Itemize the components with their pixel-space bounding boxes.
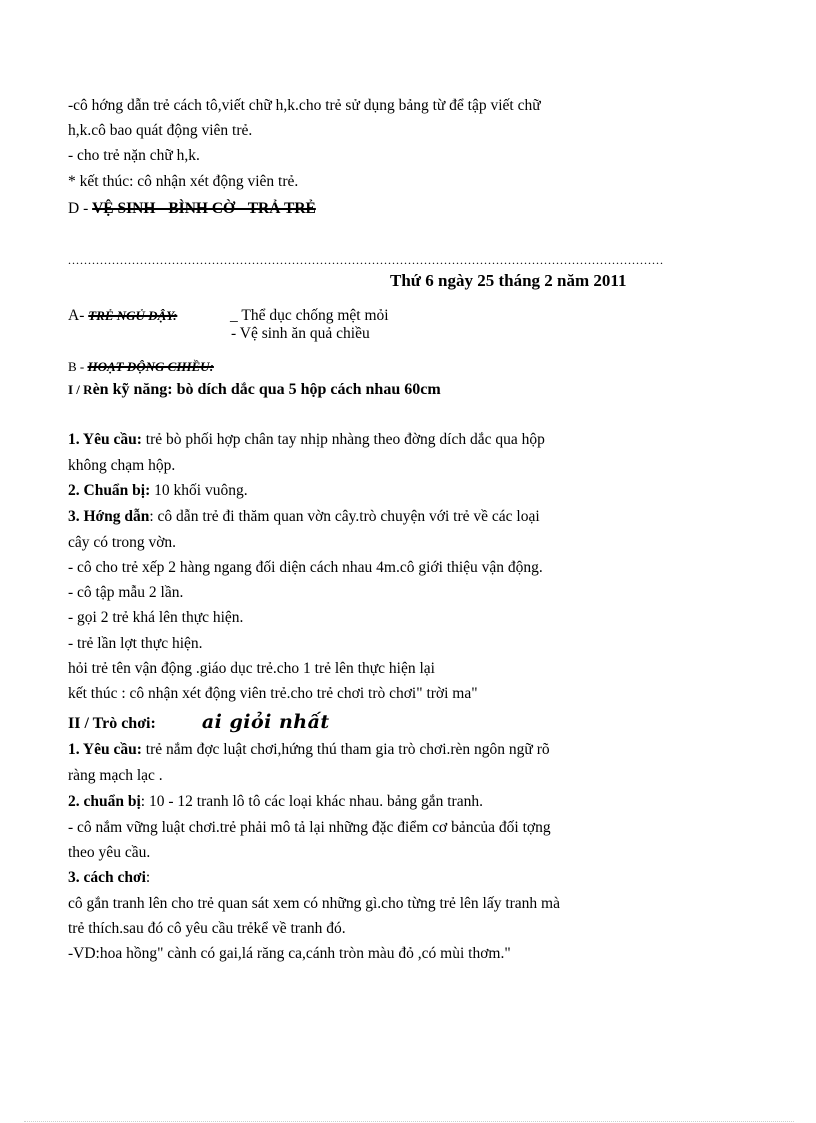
text-line: - cho trẻ nặn chữ h,k. — [68, 147, 200, 164]
text-line: ràng mạch lạc . — [68, 767, 163, 784]
section-a-item: _ Thể dục chống mệt mỏi — [230, 307, 389, 324]
text-line: cô gắn tranh lên cho trẻ quan sát xem có những gì.cho từng trẻ lên lấy tranh mà — [68, 895, 560, 912]
guidance-label: 3. Hớng dẫn — [68, 508, 150, 525]
text-line: - cô cho trẻ xếp 2 hàng ngang đối diện cách nhau 4m.cô giới thiệu vận động. — [68, 559, 543, 576]
preparation-label: 2. Chuẩn bị: — [68, 482, 151, 499]
section-i-heading — [68, 380, 441, 400]
text-line: theo yêu cầu. — [68, 844, 151, 861]
preparation-line — [68, 481, 248, 501]
page-bottom-border — [24, 1121, 794, 1122]
text-line: hỏi trẻ tên vận động .giáo dục trẻ.cho 1 trẻ lên thực hiện lại — [68, 660, 435, 677]
text-line: -cô hớng dẫn trẻ cách tô,viết chữ h,k.cho trẻ sử dụng bảng từ để tập viết chữ — [68, 97, 541, 114]
text-line: - trẻ lần lợt thực hiện. — [68, 635, 203, 652]
section-d-prefix: D - — [68, 200, 93, 217]
guidance-text: : cô dẫn trẻ đi thăm quan vờn cây.trò chuyện với trẻ về các loại — [149, 508, 540, 525]
requirement-text: trẻ nắm đợc luật chơi,hứng thú tham gia trò chơi.rèn ngôn ngữ rõ — [141, 741, 550, 758]
section-ii-label: II / Trò chơi: — [68, 715, 156, 732]
how-to-play-label: 3. cách chơi — [68, 869, 146, 886]
section-d-title: VỆ SINH - BÌNH CỜ - TRẢ TRẺ — [92, 200, 316, 217]
section-ii-heading — [68, 712, 330, 734]
text-line: - gọi 2 trẻ khá lên thực hiện. — [68, 609, 244, 626]
dotted-separator: ..................................................................................................................................................... — [68, 253, 664, 267]
section-i-prefix: I / R — [68, 382, 93, 397]
text-line: trẻ thích.sau đó cô yêu cầu trẻkể về tranh đó. — [68, 920, 346, 937]
text-line: kết thúc : cô nhận xét động viên trẻ.cho trẻ chơi trò chơi" trời ma" — [68, 685, 478, 702]
section-b-title: HOẠT ĐỘNG CHIỀU: — [87, 359, 214, 374]
guidance-line — [68, 507, 540, 527]
section-a-title: TRẺ NGỦ DẬY: — [88, 308, 178, 323]
text-line: - cô tập mẫu 2 lần. — [68, 584, 184, 601]
preparation-label: 2. chuẩn bị — [68, 793, 141, 810]
how-to-play-colon: : — [145, 869, 151, 886]
requirement-line — [68, 430, 545, 450]
text-line: h,k.cô bao quát động viên trẻ. — [68, 122, 253, 139]
text-line: * kết thúc: cô nhận xét động viên trẻ. — [68, 173, 299, 190]
requirement-label: 1. Yêu cầu: — [68, 431, 142, 448]
requirement-text: trẻ bò phối hợp chân tay nhịp nhàng theo đờng dích dắc qua hộp — [141, 431, 545, 448]
requirement-line — [68, 740, 550, 760]
section-d-heading — [68, 199, 316, 219]
preparation-line — [68, 792, 483, 812]
section-b-prefix: B - — [68, 359, 88, 374]
preparation-text: : 10 - 12 tranh lô tô các loại khác nhau. bảng gắn tranh. — [140, 793, 483, 810]
section-a-heading — [68, 306, 177, 326]
game-title: ai giỏi nhất — [201, 711, 330, 733]
section-a-prefix: A- — [68, 307, 89, 324]
text-line: -VD:hoa hồng" cành có gai,lá răng ca,cánh tròn màu đỏ ,có mùi thơm." — [68, 945, 511, 962]
text-line: - cô nắm vững luật chơi.trẻ phải mô tả lại những đặc điểm cơ bảncủa đối tợng — [68, 819, 551, 836]
date-heading: Thứ 6 ngày 25 tháng 2 năm 2011 — [390, 271, 627, 290]
text-line: không chạm hộp. — [68, 457, 176, 474]
requirement-label: 1. Yêu cầu: — [68, 741, 142, 758]
how-to-play-line — [68, 868, 150, 888]
section-i-title: èn kỹ năng: bò dích dắc qua 5 hộp cách nhau 60cm — [92, 381, 441, 398]
preparation-text: 10 khối vuông. — [150, 482, 248, 499]
section-b-heading — [68, 357, 214, 377]
section-a-item: - Vệ sinh ăn quả chiều — [231, 325, 370, 342]
text-line: cây có trong vờn. — [68, 534, 177, 551]
